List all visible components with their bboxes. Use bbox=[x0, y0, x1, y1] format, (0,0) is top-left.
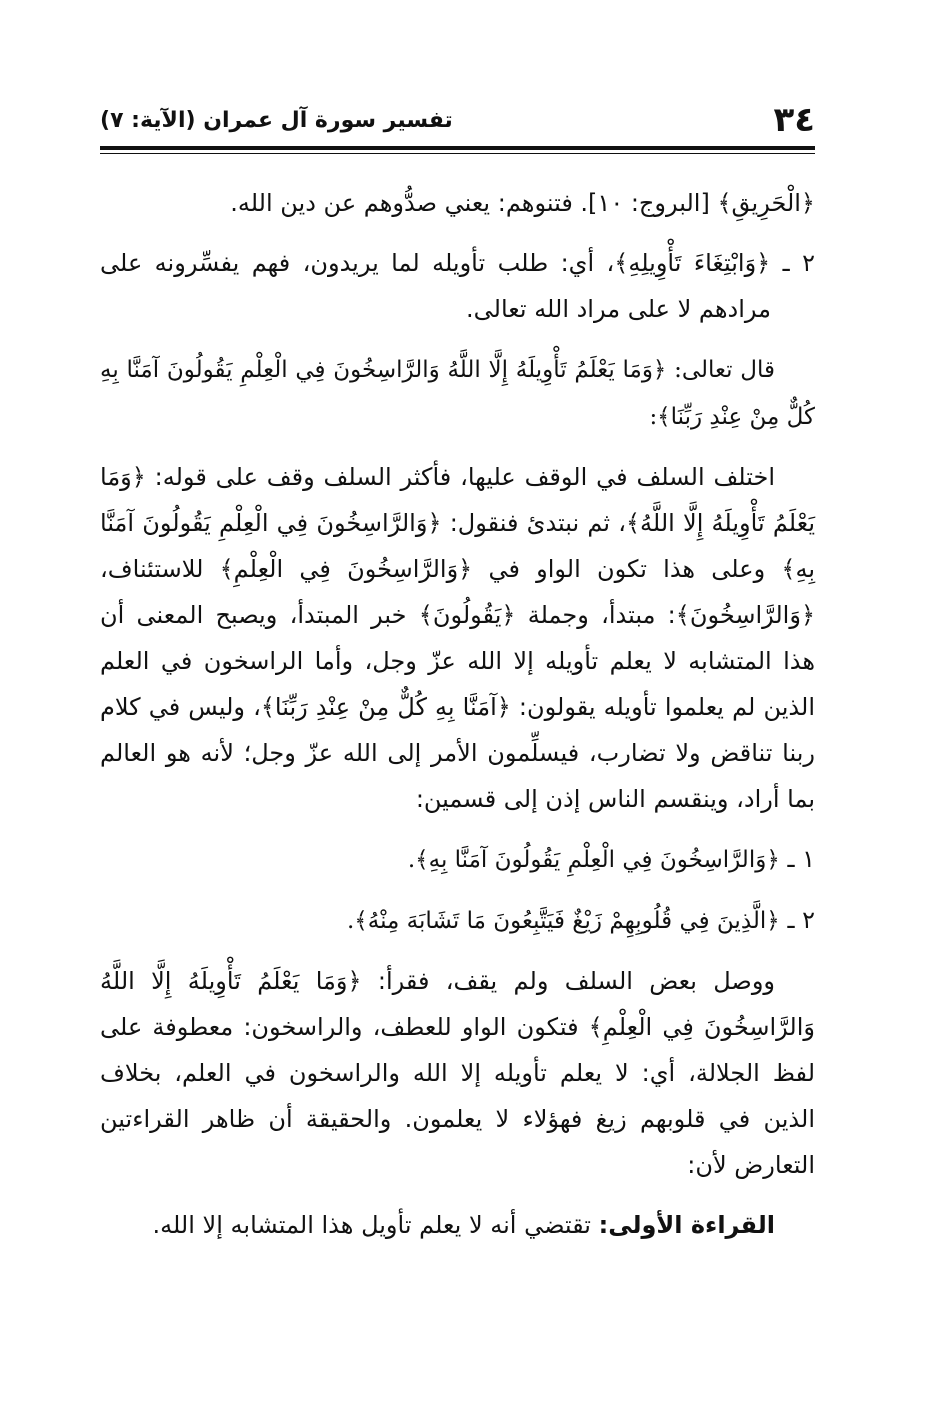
list-item-text: ﴿وَابْتِغَاءَ تَأْوِيلِهِ﴾، أي: طلب تأويله لما يريدون، فهم يفسِّرونه على مرادهم لا على مراد الله تعالى. bbox=[100, 249, 771, 323]
list-number: ٢ ـ bbox=[787, 906, 815, 934]
paragraph-continuation bbox=[100, 180, 815, 226]
term-label: القراءة الأولى: bbox=[598, 1211, 775, 1239]
list-number: ١ ـ bbox=[787, 845, 815, 873]
list-item-2-ibtighaa bbox=[100, 240, 815, 332]
list-item-2-zaygh bbox=[100, 897, 815, 944]
paragraph-text: ووصل بعض السلف ولم يقف، فقرأ: ﴿وَمَا يَعْلَمُ تَأْوِيلَهُ إِلَّا اللَّهُ وَالرَّاسِخُونَ فِي الْعِلْمِ﴾ فتكون الواو للعطف، والراسخون: معطوفة على لفظ الجلالة، أي: لا يعلم تأويله إلا الله والراسخون في العلم، بخلاف الذين في قلوبهم زيغ فهؤلاء لا يعلمون. والحقيقة أن ظاهر القراءتين التعارض لأن: bbox=[100, 967, 815, 1179]
page-header bbox=[100, 100, 815, 140]
list-item-text: ﴿الَّذِينَ فِي قُلُوبِهِمْ زَيْغٌ فَيَتَّبِعُونَ مَا تَشَابَهَ مِنْهُ﴾. bbox=[346, 908, 780, 934]
page-number: ٣٤ bbox=[773, 100, 815, 140]
verse-heading-text: قال تعالى: ﴿وَمَا يَعْلَمُ تَأْوِيلَهُ إِلَّا اللَّهُ وَالرَّاسِخُونَ فِي الْعِلْمِ يَقُولُونَ آمَنَّا بِهِ كُلٌّ مِنْ عِنْدِ رَبِّنَا﴾: bbox=[100, 357, 815, 430]
paragraph-text: تقتضي أنه لا يعلم تأويل هذا المتشابه إلا الله. bbox=[152, 1211, 591, 1239]
paragraph-first-reading bbox=[100, 1202, 815, 1248]
paragraph-waqf-discussion bbox=[100, 454, 815, 822]
list-number: ٢ ـ bbox=[782, 249, 816, 277]
paragraph-text: اختلف السلف في الوقف عليها، فأكثر السلف وقف على قوله: ﴿وَمَا يَعْلَمُ تَأْوِيلَهُ إِلَّا اللَّهُ﴾، ثم نبتدئ فنقول: ﴿وَالرَّاسِخُونَ فِي الْعِلْمِ يَقُولُونَ آمَنَّا بِهِ﴾ وعلى هذا تكون الواو في ﴿وَالرَّاسِخُونَ فِي الْعِلْمِ﴾ للاستئناف، ﴿وَالرَّاسِخُونَ﴾: مبتدأ، وجملة ﴿يَقُولُونَ﴾ خبر المبتدأ، ويصبح المعنى أن هذا المتشابه لا يعلم تأويله إلا الله عزّ وجل، وأما الراسخون في العلم الذين لم يعلموا تأويله يقولون: ﴿آمَنَّا بِهِ كُلٌّ مِنْ عِنْدِ رَبِّنَا﴾، وليس في كلام ربنا تناقض ولا تضارب، فيسلِّمون الأمر إلى الله عزّ وجل؛ لأنه هو العالم بما أراد، وينقسم الناس إذن إلى قسمين: bbox=[100, 463, 815, 813]
page-body bbox=[100, 180, 815, 1262]
header-rule-thin bbox=[100, 153, 815, 154]
running-title: تفسير سورة آل عمران (الآية: ٧) bbox=[100, 108, 453, 133]
verse-heading bbox=[100, 346, 815, 440]
paragraph-wasl-discussion bbox=[100, 958, 815, 1188]
paragraph-text: ﴿الْحَرِيقِ﴾ [البروج: ١٠]. فتنوهم: يعني صدُّوهم عن دين الله. bbox=[230, 189, 815, 217]
list-item-text: ﴿وَالرَّاسِخُونَ فِي الْعِلْمِ يَقُولُونَ آمَنَّا بِهِ﴾. bbox=[407, 847, 780, 873]
header-rule-thick bbox=[100, 146, 815, 150]
list-item-1-rasikhun bbox=[100, 836, 815, 883]
